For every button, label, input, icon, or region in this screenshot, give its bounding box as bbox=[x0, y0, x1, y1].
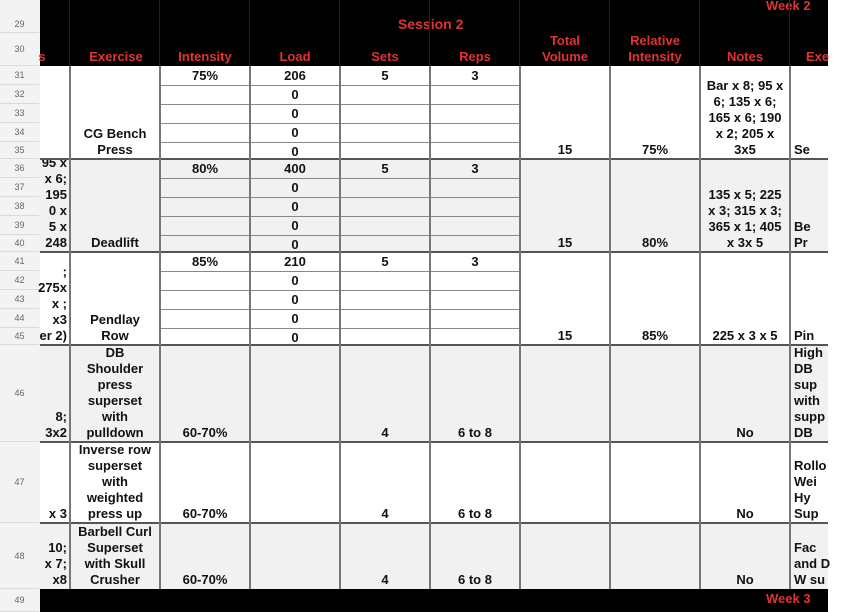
load-cell[interactable]: 0 bbox=[291, 292, 299, 307]
load-cell[interactable]: 0 bbox=[291, 199, 299, 214]
load-cell[interactable]: 0 bbox=[291, 87, 299, 102]
row-number[interactable]: 38 bbox=[0, 197, 39, 216]
row-number[interactable]: 47 bbox=[0, 442, 39, 523]
total-volume-cell[interactable]: 15 bbox=[557, 328, 573, 343]
exercise-cell[interactable]: Pendlay Row bbox=[90, 312, 140, 343]
row-number[interactable]: 32 bbox=[0, 85, 39, 104]
header-column-border bbox=[429, 0, 430, 66]
row-number[interactable]: 41 bbox=[0, 252, 39, 271]
footer-band bbox=[40, 589, 828, 612]
load-cell[interactable]: 0 bbox=[291, 125, 299, 140]
partial-right-text: Be Pr bbox=[794, 219, 811, 250]
row-number[interactable]: 45 bbox=[0, 328, 39, 345]
row-number[interactable]: 40 bbox=[0, 235, 39, 252]
header-column-border bbox=[519, 0, 520, 66]
relative-intensity-cell[interactable]: 85% bbox=[641, 328, 669, 343]
row-number[interactable]: 42 bbox=[0, 271, 39, 290]
notes-cell[interactable]: No bbox=[736, 425, 754, 440]
partial-right-cell bbox=[791, 159, 828, 252]
exercise-cell[interactable]: Deadlift bbox=[91, 235, 139, 250]
exercise-cell[interactable]: DB Shoulder press superset with pulldown bbox=[86, 345, 144, 440]
row-number[interactable]: 43 bbox=[0, 290, 39, 309]
week-label-top: Week 2 bbox=[766, 0, 811, 13]
load-cell[interactable]: 0 bbox=[291, 330, 299, 345]
load-cell[interactable]: 210 bbox=[284, 254, 306, 269]
sets-cell[interactable]: 5 bbox=[381, 254, 389, 269]
notes-cell[interactable]: No bbox=[736, 506, 754, 521]
reps-cell[interactable]: 3 bbox=[471, 68, 479, 83]
row-number[interactable]: 29 bbox=[0, 16, 39, 33]
column-border bbox=[249, 66, 251, 589]
header-column-border bbox=[699, 0, 700, 66]
intensity-cell[interactable]: 60-70% bbox=[182, 572, 228, 587]
header-intensity[interactable]: Intensity bbox=[178, 49, 232, 64]
header-sets[interactable]: Sets bbox=[371, 49, 399, 64]
row-number[interactable]: 33 bbox=[0, 104, 39, 123]
row-number[interactable]: 30 bbox=[0, 33, 39, 66]
partial-left-text: ; 275x x ; x3 er 2) bbox=[38, 264, 67, 343]
column-border bbox=[69, 66, 71, 589]
sets-cell[interactable]: 4 bbox=[381, 572, 389, 587]
row-number[interactable]: 31 bbox=[0, 66, 39, 85]
load-cell[interactable]: 0 bbox=[291, 144, 299, 159]
partial-right-cell bbox=[791, 523, 831, 589]
sets-cell[interactable]: 5 bbox=[381, 161, 389, 176]
partial-left-text: x 3 bbox=[48, 506, 67, 521]
load-cell[interactable]: 206 bbox=[284, 68, 306, 83]
partial-left-cell bbox=[40, 345, 69, 442]
header-sets-partial: s bbox=[38, 49, 46, 64]
load-cell[interactable]: 0 bbox=[291, 311, 299, 326]
notes-cell[interactable]: No bbox=[736, 572, 754, 587]
load-cell[interactable]: 0 bbox=[291, 273, 299, 288]
intensity-cell[interactable]: 80% bbox=[191, 161, 219, 176]
load-cell[interactable]: 0 bbox=[291, 106, 299, 121]
partial-right-cell bbox=[791, 66, 828, 159]
header-reps[interactable]: Reps bbox=[459, 49, 491, 64]
notes-cell[interactable]: Bar x 8; 95 x 6; 135 x 6; 165 x 6; 190 x 2; 205 x 3x5 bbox=[706, 78, 784, 157]
header-total-volume[interactable]: Total Volume bbox=[542, 33, 588, 64]
partial-left-cell bbox=[40, 442, 69, 523]
sets-cell[interactable]: 4 bbox=[381, 506, 389, 521]
reps-cell[interactable]: 6 to 8 bbox=[458, 572, 492, 587]
reps-cell[interactable]: 3 bbox=[471, 254, 479, 269]
header-exercise-partial: Exe bbox=[806, 49, 830, 64]
partial-right-text: Pin bbox=[794, 328, 815, 343]
week-label-bottom: Week 3 bbox=[766, 591, 811, 606]
exercise-cell[interactable]: CG Bench Press bbox=[83, 126, 147, 157]
row-number[interactable]: 48 bbox=[0, 523, 39, 589]
column-border bbox=[159, 66, 161, 589]
row-number[interactable]: 35 bbox=[0, 142, 39, 159]
column-border bbox=[699, 66, 701, 589]
column-border bbox=[519, 66, 521, 589]
partial-left-cell bbox=[40, 523, 69, 589]
total-volume-cell[interactable]: 15 bbox=[557, 235, 573, 250]
sets-cell[interactable]: 4 bbox=[381, 425, 389, 440]
partial-left-cell bbox=[40, 155, 69, 252]
partial-left-cell bbox=[40, 66, 69, 159]
column-border bbox=[339, 66, 341, 589]
partial-right-text: Se bbox=[794, 142, 810, 157]
relative-intensity-cell[interactable]: 80% bbox=[641, 235, 669, 250]
header-load[interactable]: Load bbox=[279, 49, 311, 64]
intensity-cell[interactable]: 60-70% bbox=[182, 425, 228, 440]
partial-right-cell bbox=[791, 442, 828, 523]
header-notes[interactable]: Notes bbox=[726, 49, 764, 64]
row-number[interactable]: 39 bbox=[0, 216, 39, 235]
notes-cell[interactable]: 135 x 5; 225 x 3; 315 x 3; 365 x 1; 405 x 3x 5 bbox=[708, 187, 782, 250]
column-border bbox=[789, 66, 791, 589]
spreadsheet-grid[interactable] bbox=[38, 0, 831, 612]
partial-right-text: Fac and D W su bbox=[794, 540, 831, 587]
header-column-border bbox=[249, 0, 250, 66]
row-number[interactable]: 49 bbox=[0, 589, 39, 612]
column-border bbox=[429, 66, 431, 589]
row-number[interactable]: 44 bbox=[0, 309, 39, 328]
intensity-cell[interactable]: 60-70% bbox=[182, 506, 228, 521]
load-cell[interactable]: 0 bbox=[291, 218, 299, 233]
row-number-column bbox=[0, 0, 40, 612]
exercise-cell[interactable]: Inverse row superset with weighted press up bbox=[78, 442, 152, 521]
sets-cell[interactable]: 5 bbox=[381, 68, 389, 83]
partial-right-text: High DB sup with supp DB bbox=[794, 345, 826, 440]
header-column-border bbox=[159, 0, 160, 66]
total-volume-cell[interactable]: 15 bbox=[557, 142, 573, 157]
header-column-border bbox=[609, 0, 610, 66]
header-relative-intensity[interactable]: Relative Intensity bbox=[628, 33, 682, 64]
relative-intensity-cell[interactable]: 75% bbox=[641, 142, 669, 157]
partial-right-cell bbox=[791, 345, 828, 442]
intensity-cell[interactable]: 75% bbox=[191, 68, 219, 83]
partial-left-text: 8; 3x2 bbox=[45, 409, 67, 440]
row-number[interactable]: 36 bbox=[0, 159, 39, 178]
column-border bbox=[609, 66, 611, 589]
partial-right-text: Rollo Wei Hy Sup bbox=[794, 458, 827, 521]
notes-cell[interactable]: 225 x 3 x 5 bbox=[712, 328, 778, 343]
reps-cell[interactable]: 3 bbox=[471, 161, 479, 176]
header-column-border bbox=[339, 0, 340, 66]
row-number[interactable]: 37 bbox=[0, 178, 39, 197]
load-cell[interactable]: 0 bbox=[291, 180, 299, 195]
partial-right-cell bbox=[791, 252, 828, 345]
row-number[interactable]: 46 bbox=[0, 345, 39, 442]
header-column-border bbox=[789, 0, 790, 66]
intensity-cell[interactable]: 85% bbox=[191, 254, 219, 269]
load-cell[interactable]: 400 bbox=[284, 161, 306, 176]
exercise-cell[interactable]: Barbell Curl Superset with Skull Crusher bbox=[78, 524, 152, 587]
row-number[interactable]: 34 bbox=[0, 123, 39, 142]
reps-cell[interactable]: 6 to 8 bbox=[458, 506, 492, 521]
reps-cell[interactable]: 6 to 8 bbox=[458, 425, 492, 440]
partial-left-text: 95 x x 6; 195 0 x 5 x 248 bbox=[41, 155, 67, 250]
partial-left-text: 10; x 7; x8 bbox=[44, 540, 67, 587]
session-title: Session 2 bbox=[398, 16, 464, 32]
header-column-border bbox=[69, 0, 70, 66]
partial-left-cell bbox=[40, 252, 69, 345]
header-exercise[interactable]: Exercise bbox=[89, 49, 143, 64]
load-cell[interactable]: 0 bbox=[291, 237, 299, 252]
